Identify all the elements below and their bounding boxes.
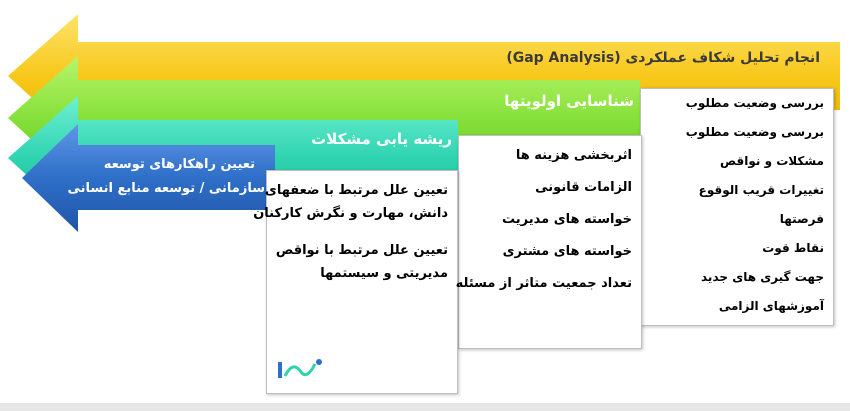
list-item: جهت گیری های جدید — [701, 270, 824, 284]
list-item: مشکلات و نواقص — [720, 154, 824, 168]
list-item: فرصتها — [779, 212, 824, 226]
list-item: الزامات قانونی — [535, 180, 632, 195]
list-item: تعداد جمعیت متاثر از مسئله — [455, 276, 632, 291]
list-item: بررسی وضعیت مطلوب — [685, 125, 824, 139]
list-item: اثربخشی هزینه ها — [515, 148, 632, 163]
step2-title: شناسایی اولویتها — [504, 92, 634, 110]
list-item: خواسته های مدیریت — [502, 212, 632, 227]
list-item: دانش، مهارت و نگرش کارکنان — [253, 206, 448, 221]
step2-list — [455, 148, 632, 308]
brand-logo-icon — [275, 354, 325, 384]
list-item: نقاط قوت — [762, 241, 824, 255]
step4-title-line1: تعیین راهکارهای توسعه — [103, 157, 255, 172]
list-item: مدیریتی و سیستمها — [320, 266, 448, 281]
list-item: تعیین علل مرتبط با ضعفهای — [264, 183, 448, 198]
list-item: آموزشهای الزامی — [718, 299, 824, 313]
step1-list — [640, 96, 824, 316]
step3-title: ریشه یابی مشکلات — [311, 130, 452, 148]
list-item: تعیین علل مرتبط با نواقص — [275, 243, 448, 258]
list-item: بررسی وضعیت مطلوب — [685, 96, 824, 110]
step4-title-line2: سازمانی / توسعه منابع انسانی — [67, 181, 265, 196]
list-item: تغییرات قریب الوقوع — [698, 183, 824, 197]
step3-list — [253, 183, 448, 283]
step1-title: انجام تحلیل شکاف عملکردی (Gap Analysis) — [506, 50, 820, 66]
list-item: خواسته های مشتری — [502, 244, 632, 259]
